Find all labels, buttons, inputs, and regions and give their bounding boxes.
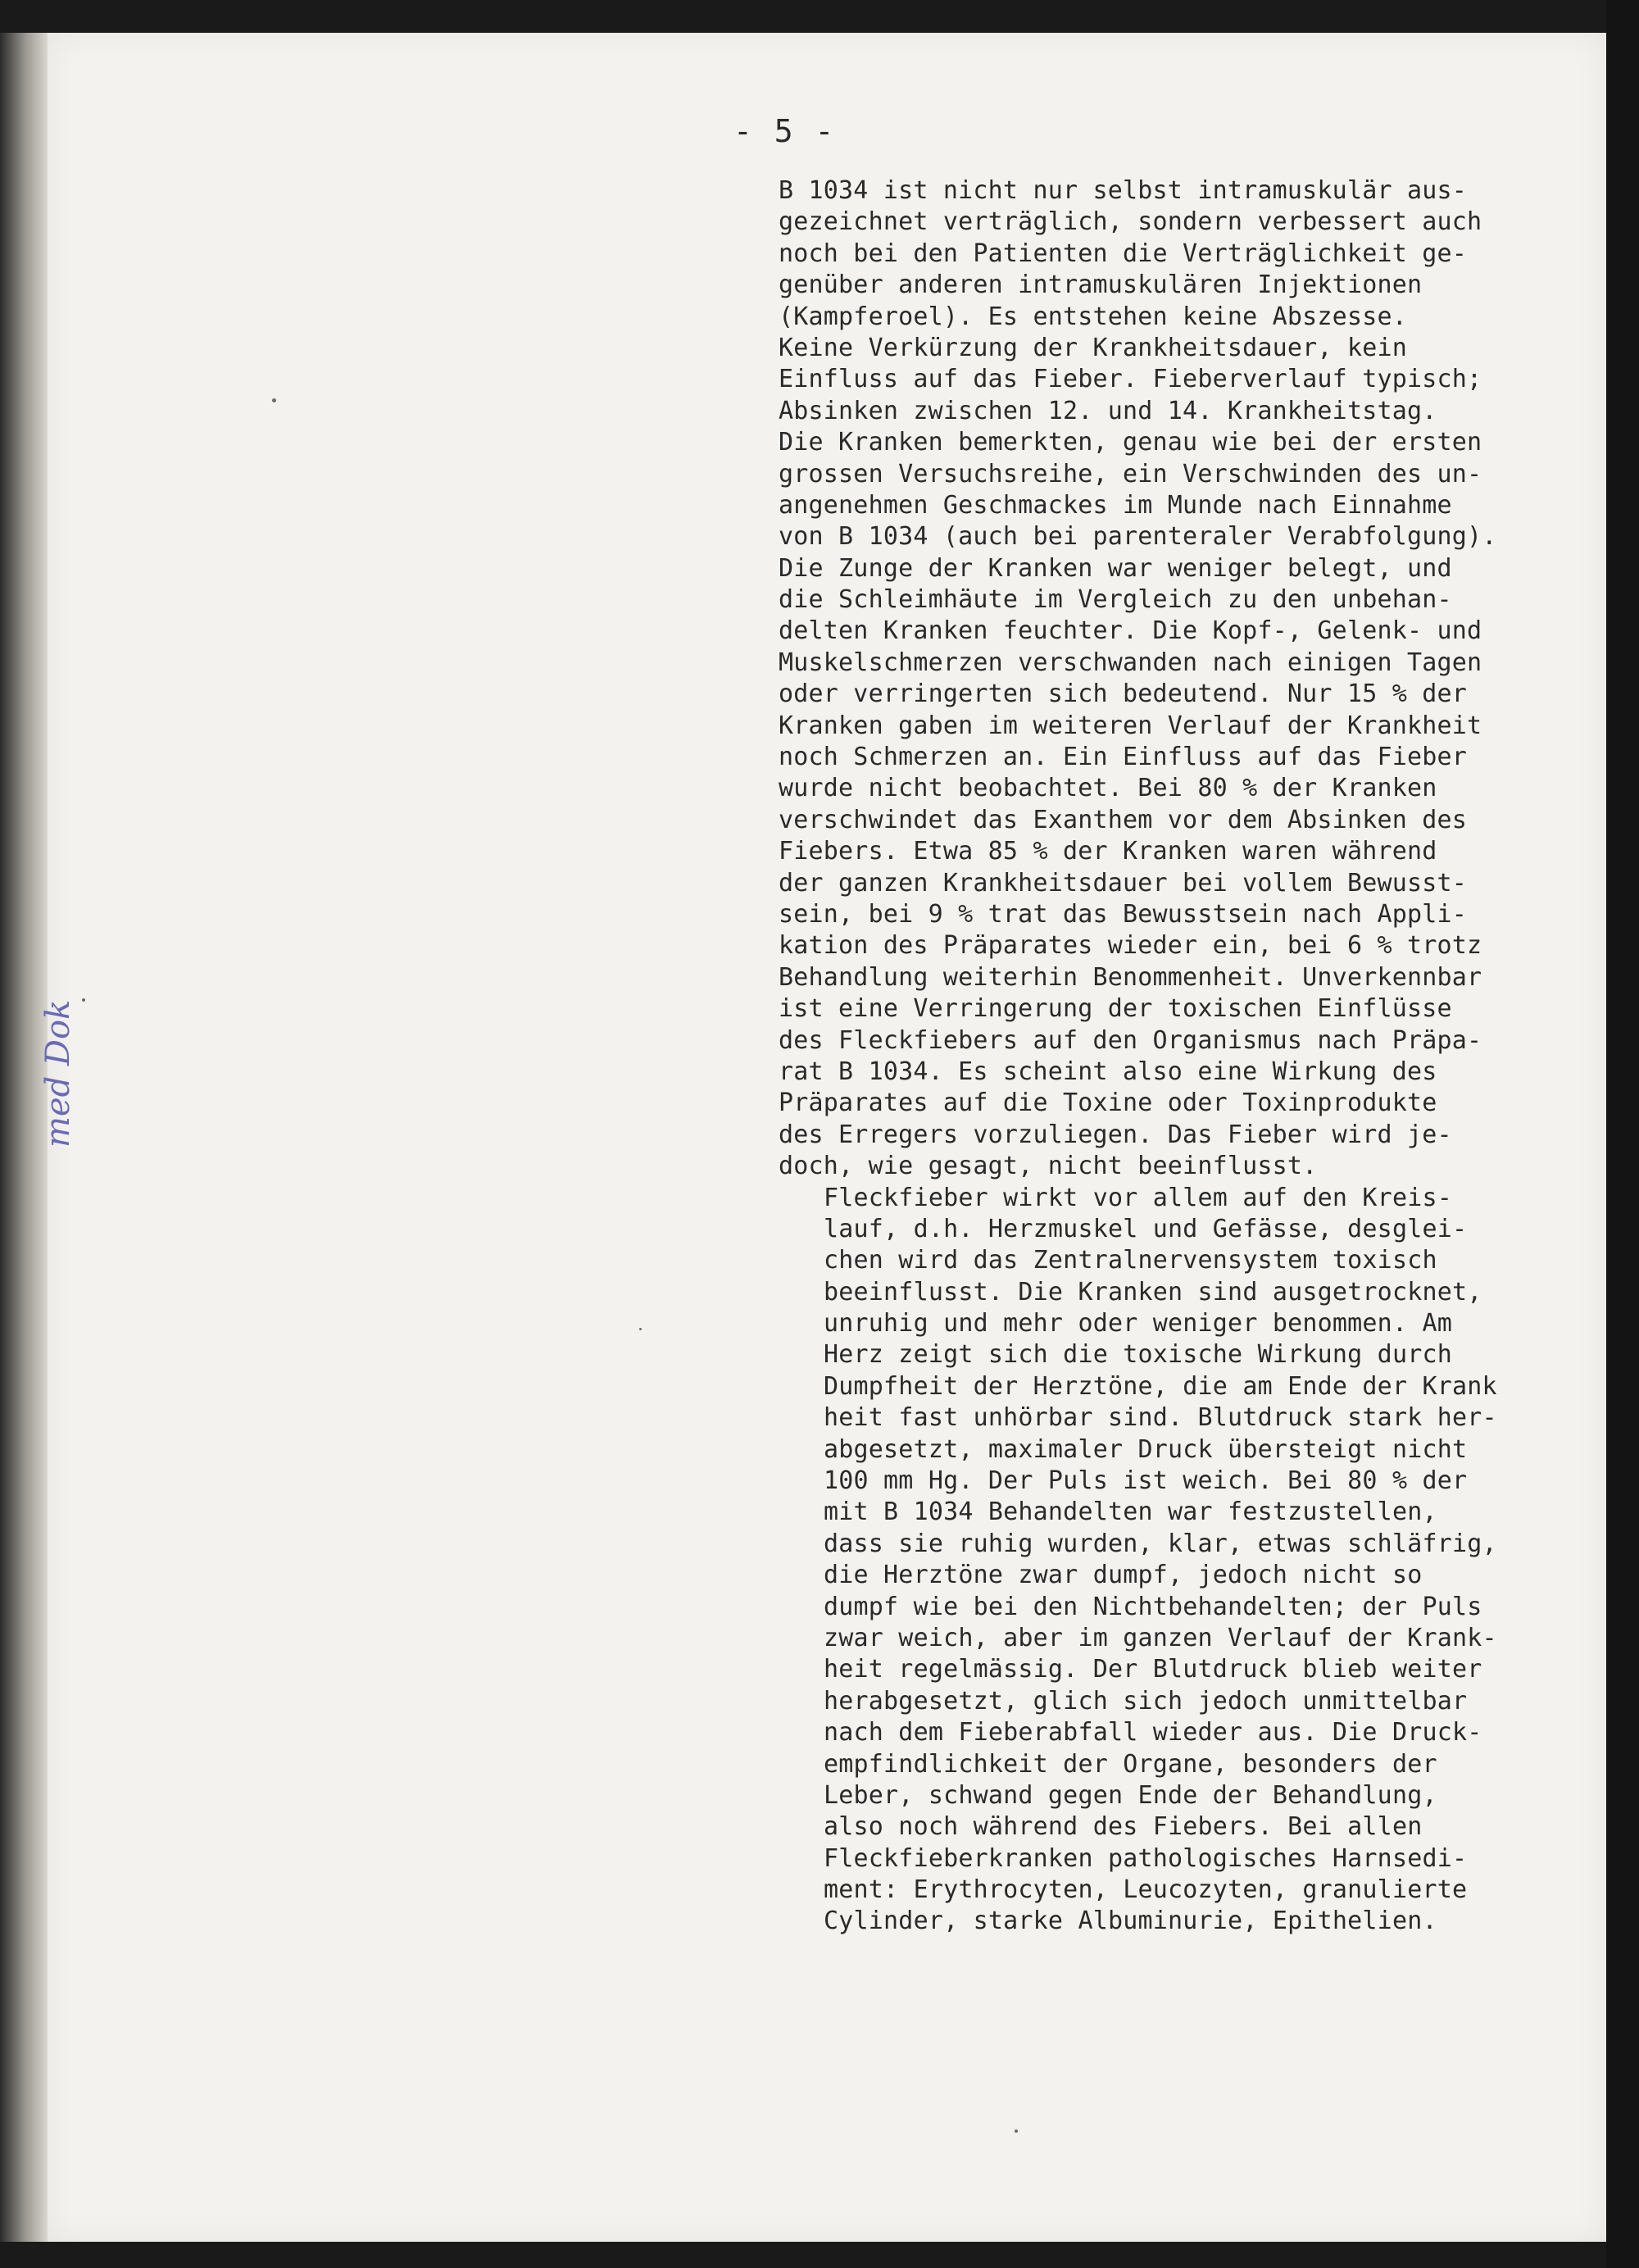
page-speck <box>639 1328 642 1330</box>
text-line: Fiebers. Etwa 85 % der Kranken waren während <box>779 837 1437 866</box>
text-line: verschwindet das Exanthem vor dem Absinken des <box>779 805 1468 834</box>
text-line: ist eine Verringerung der toxischen Einflüsse <box>779 994 1452 1024</box>
text-line: genüber anderen intramuskulären Injektionen <box>779 270 1423 300</box>
text-line: rat B 1034. Es scheint also eine Wirkung des <box>779 1057 1437 1086</box>
text-line: angenehmen Geschmackes im Munde nach Einnahme <box>779 490 1452 520</box>
text-line: Kranken gaben im weiteren Verlauf der Krankheit <box>779 711 1482 740</box>
text-line: die Schleimhäute im Vergleich zu den unbehan- <box>779 585 1452 615</box>
text-line: heit fast unhörbar sind. Blutdruck stark her- <box>824 1403 1497 1433</box>
text-line: von B 1034 (auch bei parenteraler Verabfolgung). <box>779 522 1497 552</box>
scan-background-edge <box>1606 0 1639 2268</box>
text-line: Fleckfieberkranken pathologisches Harnsedi- <box>824 1843 1468 1873</box>
text-line: Behandlung weiterhin Benommenheit. Unverkennbar <box>779 962 1482 992</box>
text-line: dumpf wie bei den Nichtbehandelten; der Puls <box>824 1592 1482 1621</box>
page-speck <box>1015 2129 1018 2133</box>
text-line: (Kampferoel). Es entstehen keine Abszesse. <box>779 302 1407 331</box>
text-line: Cylinder, starke Albuminurie, Epithelien. <box>824 1907 1437 1936</box>
text-line: abgesetzt, maximaler Druck übersteigt nicht <box>824 1434 1468 1464</box>
handwritten-marginal-note: med Dok <box>39 999 77 1148</box>
text-line: des Erregers vorzuliegen. Das Fieber wird je- <box>779 1120 1452 1149</box>
text-line: Fleckfieber wirkt vor allem auf den Kreis- <box>824 1183 1452 1212</box>
text-line: die Herztöne zwar dumpf, jedoch nicht so <box>824 1561 1423 1590</box>
text-line: Die Kranken bemerkten, genau wie bei der ersten <box>779 428 1482 457</box>
page-speck <box>82 998 85 1002</box>
text-line: Absinken zwischen 12. und 14. Krankheitstag. <box>779 396 1437 425</box>
text-line: beeinflusst. Die Kranken sind ausgetrocknet, <box>824 1277 1482 1307</box>
text-line: dass sie ruhig wurden, klar, etwas schläfrig, <box>824 1529 1497 1558</box>
text-line: Dumpfheit der Herztöne, die am Ende der Krank <box>824 1371 1497 1401</box>
text-line: 100 mm Hg. Der Puls ist weich. Bei 80 % der <box>824 1466 1468 1496</box>
text-line: des Fleckfiebers auf den Organismus nach Präpa- <box>779 1025 1482 1055</box>
text-line: Muskelschmerzen verschwanden nach einigen Tagen <box>779 648 1482 677</box>
text-line: zwar weich, aber im ganzen Verlauf der Krank- <box>824 1623 1497 1652</box>
typewritten-body-text <box>779 175 1598 1938</box>
text-line: Die Zunge der Kranken war weniger belegt, und <box>779 553 1452 583</box>
text-line: kation des Präparates wieder ein, bei 6 % trotz <box>779 931 1482 961</box>
text-line: lauf, d.h. Herzmuskel und Gefässe, desglei- <box>824 1214 1468 1243</box>
text-line: B 1034 ist nicht nur selbst intramuskulär aus- <box>779 176 1468 205</box>
text-line: gezeichnet verträglich, sondern verbessert auch <box>779 207 1482 237</box>
text-line: Leber, schwand gegen Ende der Behandlung, <box>824 1780 1437 1810</box>
text-line: Einfluss auf das Fieber. Fieberverlauf typisch; <box>779 365 1482 394</box>
text-line: empfindlichkeit der Organe, besonders der <box>824 1749 1437 1779</box>
text-line: also noch während des Fiebers. Bei allen <box>824 1812 1423 1842</box>
text-line: ment: Erythrocyten, Leucozyten, granulierte <box>824 1875 1468 1905</box>
text-line: wurde nicht beobachtet. Bei 80 % der Kranken <box>779 774 1437 803</box>
text-line: doch, wie gesagt, nicht beeinflusst. <box>779 1152 1318 1181</box>
text-line: nach dem Fieberabfall wieder aus. Die Druck- <box>824 1718 1482 1748</box>
text-line: mit B 1034 Behandelten war festzustellen, <box>824 1498 1437 1527</box>
text-line: herabgesetzt, glich sich jedoch unmittelbar <box>824 1686 1468 1716</box>
text-line: noch bei den Patienten die Verträglichkeit ge- <box>779 239 1468 268</box>
text-line: heit regelmässig. Der Blutdruck blieb weiter <box>824 1655 1482 1684</box>
text-line: noch Schmerzen an. Ein Einfluss auf das Fieber <box>779 743 1468 772</box>
text-line: der ganzen Krankheitsdauer bei vollem Bewusst- <box>779 868 1468 898</box>
text-line: grossen Versuchsreihe, ein Verschwinden des un- <box>779 459 1482 489</box>
text-line: Herz zeigt sich die toxische Wirkung durch <box>824 1340 1452 1370</box>
page-number: - 5 - <box>733 113 836 149</box>
text-line: Keine Verkürzung der Krankheitsdauer, kein <box>779 333 1407 362</box>
text-line: Präparates auf die Toxine oder Toxinprodukte <box>779 1089 1437 1118</box>
text-line: delten Kranken feuchter. Die Kopf-, Gelenk- und <box>779 616 1482 646</box>
page-speck <box>272 398 276 402</box>
text-line: oder verringerten sich bedeutend. Nur 15 % der <box>779 679 1468 709</box>
text-line: chen wird das Zentralnervensystem toxisch <box>824 1246 1437 1275</box>
text-line: sein, bei 9 % trat das Bewusstsein nach Appli- <box>779 899 1468 929</box>
text-line: unruhig und mehr oder weniger benommen. Am <box>824 1309 1452 1339</box>
